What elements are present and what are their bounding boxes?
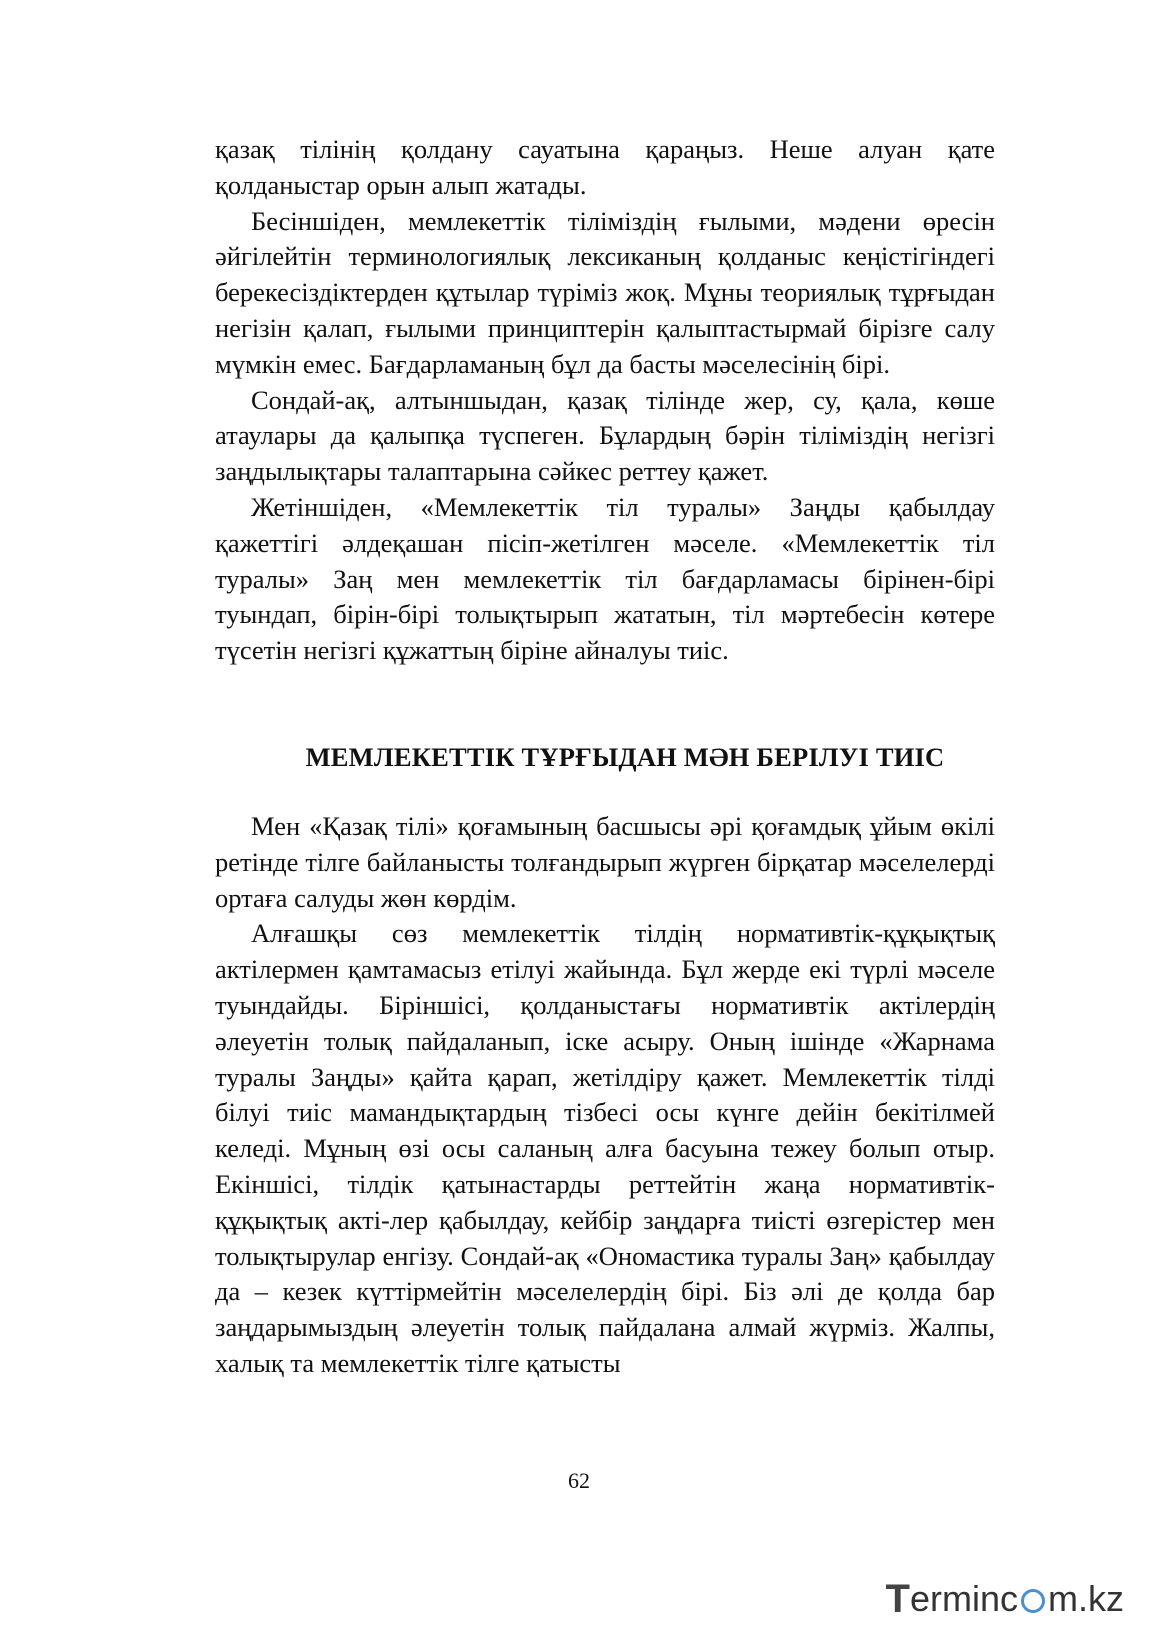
- watermark-prefix: T: [885, 1577, 910, 1621]
- section-heading: МЕМЛЕКЕТТІК ТҰРҒЫДАН МӘН БЕРІЛУІ ТИІС: [305, 741, 945, 772]
- watermark-logo: [886, 1579, 1124, 1619]
- paragraph-intro: Мен «Қазақ тілі» қоғамының басшысы әрі қоғамдық ұйым өкілі ретінде тілге байланысты толғандырып жүрген бірқатар мәселелерді ортаға салуды жөн көрдім.: [215, 810, 995, 913]
- magnifier-icon: [1021, 1589, 1045, 1613]
- watermark-suffix: m.kz: [1048, 1578, 1124, 1619]
- paragraph-seventh: Жетіншіден, «Мемлекеттік тіл туралы» Заңды қабылдау қажеттігі әлдеқашан пісіп-жетілген мәселе. «Мемлекеттік тіл туралы» Заң мен мемлекеттік тіл бағдарламасы бірінен-бірі туындап, бірін-бірі толықтырып жататын, тіл мәртебесін көтере түсетін негізгі құжаттың біріне айналуы тиіс.: [215, 491, 995, 666]
- page-body: [215, 132, 995, 1382]
- paragraph-legal-acts: Алғашқы сөз мемлекеттік тілдің нормативтік-құқықтық актілермен қамтамасыз етілуі жайында. Бұл жерде екі түрлі мәселе туындайды. Біріншісі, қолданыстағы нормативтік актілердің әлеуетін толық пайдаланып, іске асыру. Оның ішінде «Жарнама туралы Заңды» қайта қарап, жетілдіру қажет. Мемлекеттік тілді білуі тиіс мамандықтардың тізбесі осы күнге дейін бекітілмей келеді. Мұның өзі осы саланың алға басуына тежеу болып отыр. Екіншісі, тілдік қатынастарды реттейтін жаңа нормативтік-құқықтық акті-лер қабылдау, кейбір заңдарға тиісті өзгерістер мен толықтырулар енгізу. Сондай-ақ «Ономастика туралы Заң» қабылдау да – кезек күттірмейтін мәселелердің бірі. Біз әлі де қолда бар заңдарымыздың әлеуетін толық пайдалана алмай жүрміз. Жалпы, халық та мемлекеттік тілге қатысты: [215, 918, 995, 1378]
- paragraph-fifth: Бесіншіден, мемлекеттік тіліміздің ғылыми, мәдени өресін әйгілейтін терминологиялық лексиканың қолданыс кеңістігіндегі берекесіздіктерден құтылар түріміз жоқ. Мұны теориялық тұрғыдан негізін қалап, ғылыми принциптерін қалыптастырмай бірізге салу мүмкін емес. Бағдарламаның бұл да басты мәселесінің бірі.: [215, 205, 995, 379]
- paragraph-sixth: Сондай-ақ, алтыншыдан, қазақ тілінде жер, су, қала, көше атаулары да қалыпқа түспеген. Бұлардың бәрін тіліміздің негізгі заңдылықтары талаптарына сәйкес реттеу қажет.: [215, 384, 995, 487]
- page-number: 62: [568, 1468, 590, 1493]
- watermark-middle: erminc: [909, 1578, 1018, 1619]
- paragraph-continuation: қазақ тілінің қолдану сауатына қараңыз. Неше алуан қате қолданыстар орын алып жатады.: [215, 134, 995, 200]
